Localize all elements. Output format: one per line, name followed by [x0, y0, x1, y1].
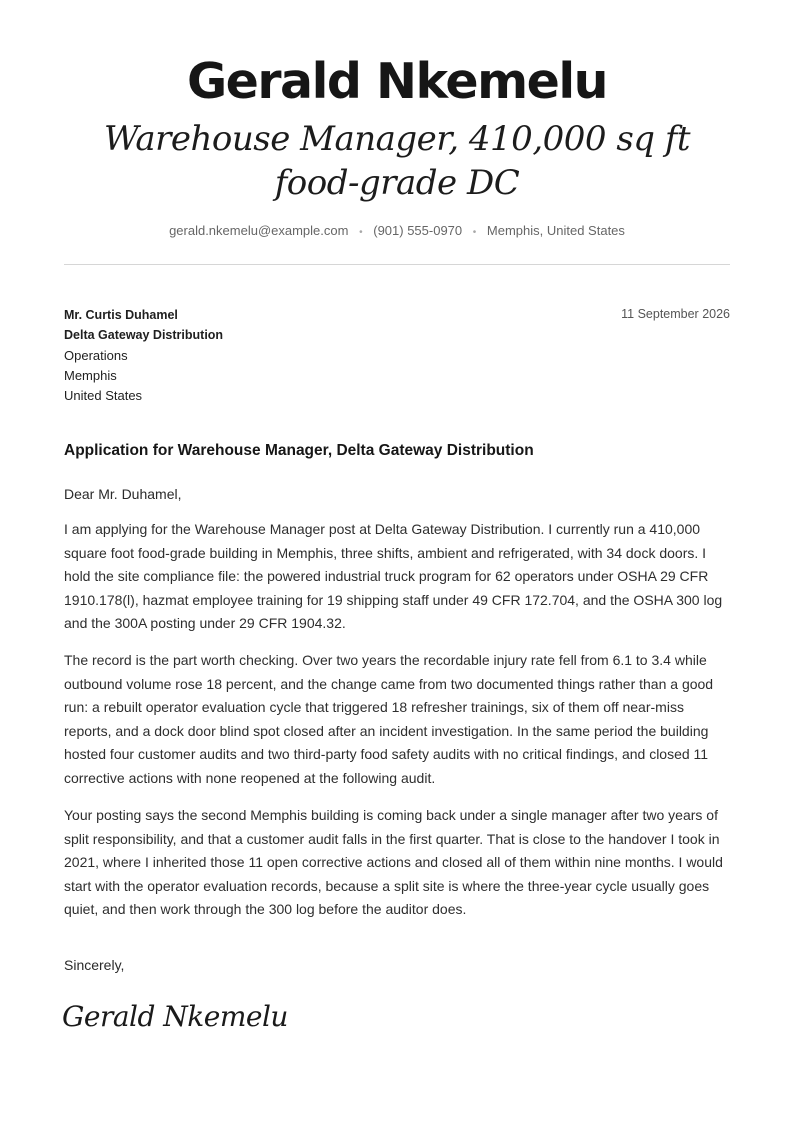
recipient-city: Memphis [64, 367, 117, 383]
recipient-department: Operations [64, 347, 128, 363]
header-divider [64, 264, 730, 265]
letter-salutation: Dear Mr. Duhamel, [64, 486, 182, 502]
body-paragraph: I am applying for the Warehouse Manager post at Delta Gateway Distribution. I currently run a 410,000 square foot food-grade building in Memphis, three shifts, ambient and refrigerated, with 34 dock doors. I hold the site compliance file: the powered industrial truck program for 62 operators under OSHA 29 CFR 1910.178(l), hazmat employee training for 19 shipping staff under 49 CFR 172.704, and the OSHA 300 log and the 300A posting under 29 CFR 1904.32. [64, 521, 723, 632]
body-paragraph: Your posting says the second Memphis building is coming back under a single manager after two years of split responsibility, and that a customer audit falls in the first quarter. That is close to the handover I took in 2021, where I inherited those 11 open corrective actions and closed all of them within nine months. I would start with the operator evaluation records, because a split site is where the three-year cycle usually goes quiet, and then work through the 300 log before the auditor does. [64, 807, 723, 918]
recipient-name: Mr. Curtis Duhamel [64, 308, 178, 322]
letter-subject: Application for Warehouse Manager, Delta Gateway Distribution [64, 442, 534, 459]
contact-location: Memphis, United States [486, 223, 625, 238]
recipient-country: United States [64, 388, 143, 404]
applicant-name: Gerald Nkemelu [186, 53, 608, 110]
letter-closing: Sincerely, [64, 957, 125, 973]
contact-separator: • [472, 227, 477, 238]
applicant-title: Warehouse Manager, 410,000 sq ft food-grade DC [103, 119, 691, 203]
contact-phone[interactable]: (901) 555-0970 [373, 223, 463, 238]
contact-separator: • [359, 227, 363, 238]
signature: Gerald Nkemelu [62, 1000, 288, 1033]
contact-line [0, 222, 794, 242]
recipient-company: Delta Gateway Distribution [64, 328, 224, 343]
contact-email[interactable]: gerald.nkemelu@example.com [169, 223, 349, 238]
body-paragraph: The record is the part worth checking. Over two years the recordable injury rate fell from 6.1 to 3.4 while outbound volume rose 18 percent, and the change came from two documented things rather than a good run: a rebuilt operator evaluation cycle that triggered 18 refresher trainings, six of them off near-miss reports, and a dock door blind spot closed after an incident investigation. In the same period the building hosted four customer audits and two third-party food safety audits with no critical findings, and closed 11 corrective actions with none reopened at the following audit. [64, 652, 714, 786]
letter-date: 11 September 2026 [621, 307, 730, 321]
recipient-block [64, 305, 464, 406]
